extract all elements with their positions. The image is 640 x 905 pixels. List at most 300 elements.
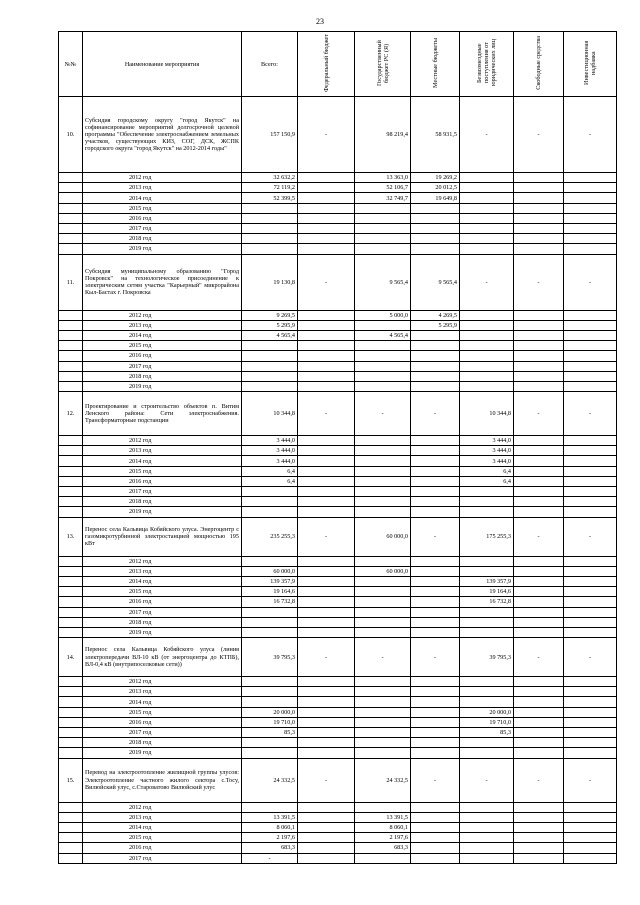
year-value (564, 566, 617, 576)
year-value (411, 234, 460, 244)
year-value (242, 497, 298, 507)
item-value: - (564, 97, 617, 173)
year-value (355, 677, 411, 687)
year-row (59, 566, 617, 576)
year-row (59, 597, 617, 607)
item-row (59, 517, 617, 556)
year-spacer (59, 381, 83, 391)
year-value: 20 000,0 (242, 707, 298, 717)
year-label: 2014 год (83, 576, 242, 586)
item-value: 98 219,4 (355, 97, 411, 173)
header-invest-label: Инвестиционная надбавка (583, 40, 597, 86)
year-row (59, 330, 617, 340)
year-value (355, 213, 411, 223)
year-value (242, 802, 298, 812)
year-value (411, 497, 460, 507)
year-value (355, 361, 411, 371)
year-value (514, 717, 564, 727)
year-value: 85,3 (460, 728, 514, 738)
year-label: 2017 год (83, 224, 242, 234)
year-value (564, 802, 617, 812)
year-value (242, 203, 298, 213)
year-label: 2013 год (83, 687, 242, 697)
year-value (514, 203, 564, 213)
year-value (514, 436, 564, 446)
item-value: - (298, 97, 355, 173)
item-name: Субсидия муниципальному образованию "Город Покровск" на технологическое присоединение к электрическим сетям участка "Карьерный" микрорайона Кыл-Бастах г. Покровска (83, 254, 242, 310)
year-value (514, 183, 564, 193)
year-value (355, 576, 411, 586)
year-value (298, 833, 355, 843)
year-value: 5 295,9 (242, 320, 298, 330)
year-value (298, 213, 355, 223)
year-value (411, 244, 460, 254)
year-value: 3 444,0 (460, 456, 514, 466)
year-value (564, 244, 617, 254)
item-value: - (298, 392, 355, 436)
year-value (242, 697, 298, 707)
year-label: 2018 год (83, 497, 242, 507)
year-value (298, 446, 355, 456)
year-spacer (59, 456, 83, 466)
year-row (59, 446, 617, 456)
year-spacer (59, 487, 83, 497)
header-invest (564, 32, 617, 97)
year-value (411, 802, 460, 812)
year-value: 3 444,0 (242, 436, 298, 446)
year-label: 2018 год (83, 234, 242, 244)
year-value (564, 213, 617, 223)
year-label: 2013 год (83, 566, 242, 576)
year-value (411, 607, 460, 617)
year-value (298, 234, 355, 244)
item-value: - (411, 758, 460, 802)
year-value: 13 363,0 (355, 173, 411, 183)
year-value (564, 341, 617, 351)
year-label: 2014 год (83, 330, 242, 340)
item-value: - (514, 254, 564, 310)
year-value (514, 822, 564, 832)
year-value (564, 812, 617, 822)
item-value: - (355, 392, 411, 436)
year-value (298, 456, 355, 466)
year-value (298, 627, 355, 637)
year-row (59, 183, 617, 193)
header-free (514, 32, 564, 97)
year-label: 2015 год (83, 466, 242, 476)
year-value (298, 822, 355, 832)
year-value (460, 566, 514, 576)
year-label: 2014 год (83, 822, 242, 832)
item-value: - (460, 758, 514, 802)
year-label: 2018 год (83, 617, 242, 627)
item-value: 9 565,4 (355, 254, 411, 310)
year-value: 139 357,9 (242, 576, 298, 586)
year-spacer (59, 822, 83, 832)
year-row (59, 507, 617, 517)
year-value (564, 310, 617, 320)
year-spacer (59, 556, 83, 566)
year-value (355, 507, 411, 517)
year-value (242, 607, 298, 617)
year-row (59, 853, 617, 863)
year-row (59, 748, 617, 758)
year-value (411, 717, 460, 727)
year-spacer (59, 566, 83, 576)
item-row (59, 392, 617, 436)
year-value (298, 607, 355, 617)
year-value (564, 330, 617, 340)
year-value (514, 193, 564, 203)
year-value (564, 476, 617, 486)
year-label: 2013 год (83, 183, 242, 193)
year-value (355, 597, 411, 607)
year-value (564, 717, 617, 727)
year-row (59, 371, 617, 381)
year-value (411, 371, 460, 381)
year-spacer (59, 738, 83, 748)
year-row (59, 320, 617, 330)
year-value (298, 183, 355, 193)
year-row (59, 487, 617, 497)
year-label: 2015 год (83, 341, 242, 351)
year-value (242, 381, 298, 391)
year-value (355, 853, 411, 863)
year-value (514, 748, 564, 758)
item-number: 15. (59, 758, 83, 802)
year-value: 60 000,0 (355, 566, 411, 576)
year-label: 2015 год (83, 833, 242, 843)
year-value (564, 843, 617, 853)
item-name: Перенос села Кальвица Кобяйского улуса. Энергоцентр с газомикротурбинной электростанцией мощностью 195 кВт (83, 517, 242, 556)
year-value (298, 717, 355, 727)
year-value (564, 627, 617, 637)
year-value (460, 173, 514, 183)
year-value (564, 497, 617, 507)
year-value (298, 707, 355, 717)
year-value (298, 330, 355, 340)
year-label: 2013 год (83, 446, 242, 456)
year-row (59, 310, 617, 320)
item-value: 24 332,5 (242, 758, 298, 802)
year-value (298, 748, 355, 758)
item-value: - (564, 392, 617, 436)
year-spacer (59, 466, 83, 476)
year-value (298, 802, 355, 812)
year-value (298, 193, 355, 203)
year-value (411, 617, 460, 627)
year-value (564, 507, 617, 517)
item-value: - (411, 638, 460, 677)
item-value: - (564, 758, 617, 802)
year-label: 2012 год (83, 173, 242, 183)
year-value: - (242, 853, 298, 863)
year-value: 3 444,0 (460, 446, 514, 456)
year-value (411, 224, 460, 234)
year-value: 4 565,4 (355, 330, 411, 340)
year-label: 2019 год (83, 627, 242, 637)
year-spacer (59, 371, 83, 381)
year-value (298, 556, 355, 566)
year-value: 32 749,7 (355, 193, 411, 203)
year-spacer (59, 576, 83, 586)
year-value (514, 627, 564, 637)
year-value (460, 213, 514, 223)
item-number: 10. (59, 97, 83, 173)
year-value (298, 361, 355, 371)
year-value (514, 456, 564, 466)
year-value (564, 456, 617, 466)
year-label: 2012 год (83, 677, 242, 687)
year-label: 2012 год (83, 436, 242, 446)
year-row (59, 738, 617, 748)
year-value (460, 487, 514, 497)
year-value (411, 476, 460, 486)
year-value: 8 060,1 (242, 822, 298, 832)
year-label: 2013 год (83, 812, 242, 822)
year-spacer (59, 213, 83, 223)
year-value (514, 597, 564, 607)
year-value (411, 728, 460, 738)
year-value (411, 697, 460, 707)
item-value: - (514, 392, 564, 436)
year-row (59, 193, 617, 203)
year-value (298, 617, 355, 627)
item-number: 14. (59, 638, 83, 677)
year-value (355, 738, 411, 748)
year-value (514, 617, 564, 627)
year-spacer (59, 361, 83, 371)
year-value (298, 436, 355, 446)
year-label: 2013 год (83, 320, 242, 330)
year-label: 2014 год (83, 697, 242, 707)
year-value (514, 213, 564, 223)
year-value (460, 617, 514, 627)
year-value (411, 330, 460, 340)
year-value (411, 833, 460, 843)
year-value (411, 487, 460, 497)
header-republic (355, 32, 411, 97)
item-value: - (514, 97, 564, 173)
year-spacer (59, 320, 83, 330)
year-value (564, 320, 617, 330)
year-value (460, 371, 514, 381)
year-value (514, 677, 564, 687)
year-spacer (59, 728, 83, 738)
item-row (59, 638, 617, 677)
year-spacer (59, 587, 83, 597)
year-value (514, 566, 564, 576)
year-value (298, 381, 355, 391)
year-spacer (59, 244, 83, 254)
year-value (355, 224, 411, 234)
year-row (59, 728, 617, 738)
year-spacer (59, 627, 83, 637)
year-value (460, 822, 514, 832)
item-value: - (298, 758, 355, 802)
year-label: 2016 год (83, 843, 242, 853)
year-label: 2016 год (83, 476, 242, 486)
year-value (411, 597, 460, 607)
year-value (460, 802, 514, 812)
year-value: 9 269,5 (242, 310, 298, 320)
year-value (242, 244, 298, 254)
year-value (242, 748, 298, 758)
year-value (460, 607, 514, 617)
year-spacer (59, 436, 83, 446)
year-value (298, 677, 355, 687)
year-label: 2012 год (83, 556, 242, 566)
year-value: 72 119,2 (242, 183, 298, 193)
year-value (298, 687, 355, 697)
year-value (564, 853, 617, 863)
year-value: 19 269,2 (411, 173, 460, 183)
year-row (59, 466, 617, 476)
year-value (514, 802, 564, 812)
year-value: 5 295,9 (411, 320, 460, 330)
year-value (564, 436, 617, 446)
year-value (460, 320, 514, 330)
year-value (411, 436, 460, 446)
year-spacer (59, 607, 83, 617)
year-value (460, 677, 514, 687)
year-spacer (59, 617, 83, 627)
item-value: - (564, 638, 617, 677)
item-value: 58 931,5 (411, 97, 460, 173)
year-value (298, 203, 355, 213)
year-row (59, 244, 617, 254)
header-local (411, 32, 460, 97)
year-value (514, 833, 564, 843)
header-name: Наименование мероприятия (83, 32, 242, 97)
year-row (59, 456, 617, 466)
year-value (298, 728, 355, 738)
year-value (514, 487, 564, 497)
year-value (298, 853, 355, 863)
year-row (59, 687, 617, 697)
year-value (564, 738, 617, 748)
header-local-label: Местные бюджеты (431, 38, 439, 88)
year-value: 3 444,0 (460, 436, 514, 446)
item-value: - (355, 638, 411, 677)
year-value (514, 728, 564, 738)
year-value (298, 576, 355, 586)
year-value (355, 717, 411, 727)
year-label: 2017 год (83, 361, 242, 371)
year-value (298, 738, 355, 748)
year-value (564, 173, 617, 183)
year-value (564, 466, 617, 476)
year-value (411, 203, 460, 213)
year-spacer (59, 497, 83, 507)
item-value: 19 130,8 (242, 254, 298, 310)
year-value (355, 707, 411, 717)
item-name: Перенос села Кальвица Кобяйского улуса (линия электропередачи ВЛ-10 кВ (от энергоцентра до КТПБ), ВЛ-0,4 кВ (внутрипоселковые сети)) (83, 638, 242, 677)
year-value (411, 587, 460, 597)
year-value (298, 173, 355, 183)
year-label: 2016 год (83, 597, 242, 607)
year-value (242, 341, 298, 351)
year-value (411, 361, 460, 371)
year-value (564, 361, 617, 371)
year-value (242, 213, 298, 223)
year-value (355, 371, 411, 381)
item-value: 235 255,3 (242, 517, 298, 556)
year-value (355, 436, 411, 446)
year-value (411, 381, 460, 391)
year-row (59, 173, 617, 183)
year-row (59, 436, 617, 446)
year-value (564, 833, 617, 843)
year-value (564, 371, 617, 381)
year-value (514, 310, 564, 320)
year-row (59, 717, 617, 727)
year-value (460, 687, 514, 697)
year-spacer (59, 330, 83, 340)
year-value (514, 697, 564, 707)
year-spacer (59, 183, 83, 193)
year-value: 4 565,4 (242, 330, 298, 340)
year-value (411, 466, 460, 476)
year-spacer (59, 597, 83, 607)
year-value (242, 738, 298, 748)
year-spacer (59, 697, 83, 707)
year-value (298, 341, 355, 351)
year-value (355, 802, 411, 812)
year-value (411, 812, 460, 822)
header-row (59, 32, 617, 97)
year-label: 2015 год (83, 707, 242, 717)
year-value (514, 843, 564, 853)
year-value (355, 728, 411, 738)
item-value: 157 150,9 (242, 97, 298, 173)
year-value: 2 197,6 (242, 833, 298, 843)
item-number: 12. (59, 392, 83, 436)
year-value (514, 576, 564, 586)
year-value (514, 361, 564, 371)
header-total: Всего: (242, 32, 298, 97)
year-value (564, 677, 617, 687)
year-value (298, 597, 355, 607)
year-value (514, 351, 564, 361)
year-value (460, 697, 514, 707)
year-value: 19 649,8 (411, 193, 460, 203)
year-value (564, 576, 617, 586)
year-value: 139 357,9 (460, 576, 514, 586)
year-value (298, 566, 355, 576)
year-value (355, 341, 411, 351)
year-value (514, 738, 564, 748)
year-label: 2012 год (83, 310, 242, 320)
year-value: 32 632,2 (242, 173, 298, 183)
year-value (355, 617, 411, 627)
year-value (355, 497, 411, 507)
year-value (460, 234, 514, 244)
year-value (460, 812, 514, 822)
item-row (59, 758, 617, 802)
year-row (59, 381, 617, 391)
year-value (242, 617, 298, 627)
year-value: 6,4 (460, 466, 514, 476)
year-value (564, 707, 617, 717)
year-value (460, 351, 514, 361)
program-table (58, 31, 617, 864)
year-spacer (59, 687, 83, 697)
year-row (59, 677, 617, 687)
item-value: - (460, 97, 514, 173)
year-value (355, 351, 411, 361)
year-spacer (59, 677, 83, 687)
